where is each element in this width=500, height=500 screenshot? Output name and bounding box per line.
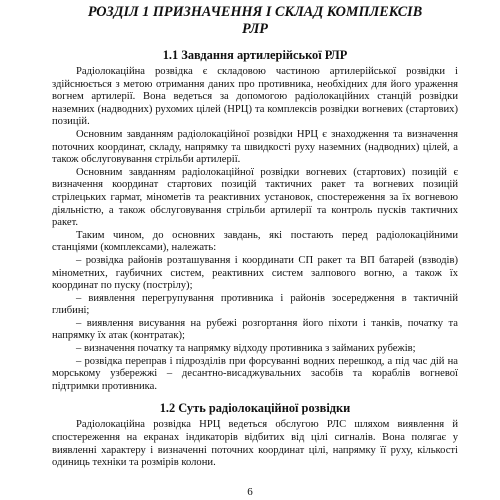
section-1-title: 1.1 Завдання артилерійської РЛР: [162, 48, 348, 62]
section-2-title: 1.2 Суть радіолокаційної розвідки: [159, 401, 351, 416]
paragraph: Основним завданням радіолокаційної розвідки вогневих (стартових) позицій є визначення координат стартових позицій тактичних ракет та вогневих позицій стрілецьких гармат, мінометів та реактивних установок, спостереження за їх вогневою діяльністю, а також обслуговування стрільби артилерії та контроль пусків тактичних ракет.: [52, 166, 458, 229]
section-2-body: [52, 419, 458, 469]
list-item: – виявлення перегрупування противника і районів зосередження в тактичній глибині;: [52, 292, 458, 317]
page-number: 6: [247, 486, 253, 498]
list-item: – розвідка переправ і підрозділів при форсуванні водних перешкод, а під час дій на морському узбережжі – десантно-висаджувальних засобів та кораблів вогневої підтримки противника.: [52, 355, 458, 392]
paragraph: Таким чином, до основних завдань, які постають перед радіолокаційними станціями (комплексами), належать:: [52, 229, 458, 254]
paragraph: Радіолокаційна розвідка є складовою частиною артилерійської розвідки і здійснюється з метою отримання даних про противника, необхідних для його ураження вогнем артилерії. Вона ведеться за допомогою радіолокаційних станцій розвідки наземних (надводних) рухомих цілей (НРЦ) та комплексів розвідки вогневих (стартових) позицій.: [52, 66, 458, 128]
list-item: – виявлення висування на рубежі розгортання його піхоти і танків, початку та напрямку їх атак (контратак);: [52, 317, 458, 342]
chapter-title: [52, 4, 458, 38]
chapter-title-line-2: РЛР: [242, 21, 268, 37]
paragraph: Радіолокаційна розвідка НРЦ ведеться обслугою РЛС шляхом виявлення й спостереження на екранах індикаторів відбитих від цілі сигналів. Вона полягає у виявленні характеру і визначенні поточних координат цілі, напрямку її руху, кількості одиниць техніки та розмірів колони.: [52, 419, 458, 469]
list-item: – розвідка районів розташування і координати СП ракет та ВП батарей (взводів) мінометних, гаубичних систем, реактивних систем залпового вогню, а також їх координат по пуску (пострілу);: [52, 254, 458, 292]
paragraph: Основним завданням радіолокаційної розвідки НРЦ є знаходження та визначення поточних координат, складу, напрямку та швидкості руху наземних (надводних) цілей, а також обслуговування стрільби артилерії.: [52, 128, 458, 166]
list-item: – визначення початку та напрямку відходу противника з займаних рубежів;: [76, 343, 416, 355]
chapter-title-line-1: РОЗДІЛ 1 ПРИЗНАЧЕННЯ І СКЛАД КОМПЛЕКСІВ: [87, 4, 423, 20]
section-1-body: [52, 66, 458, 393]
